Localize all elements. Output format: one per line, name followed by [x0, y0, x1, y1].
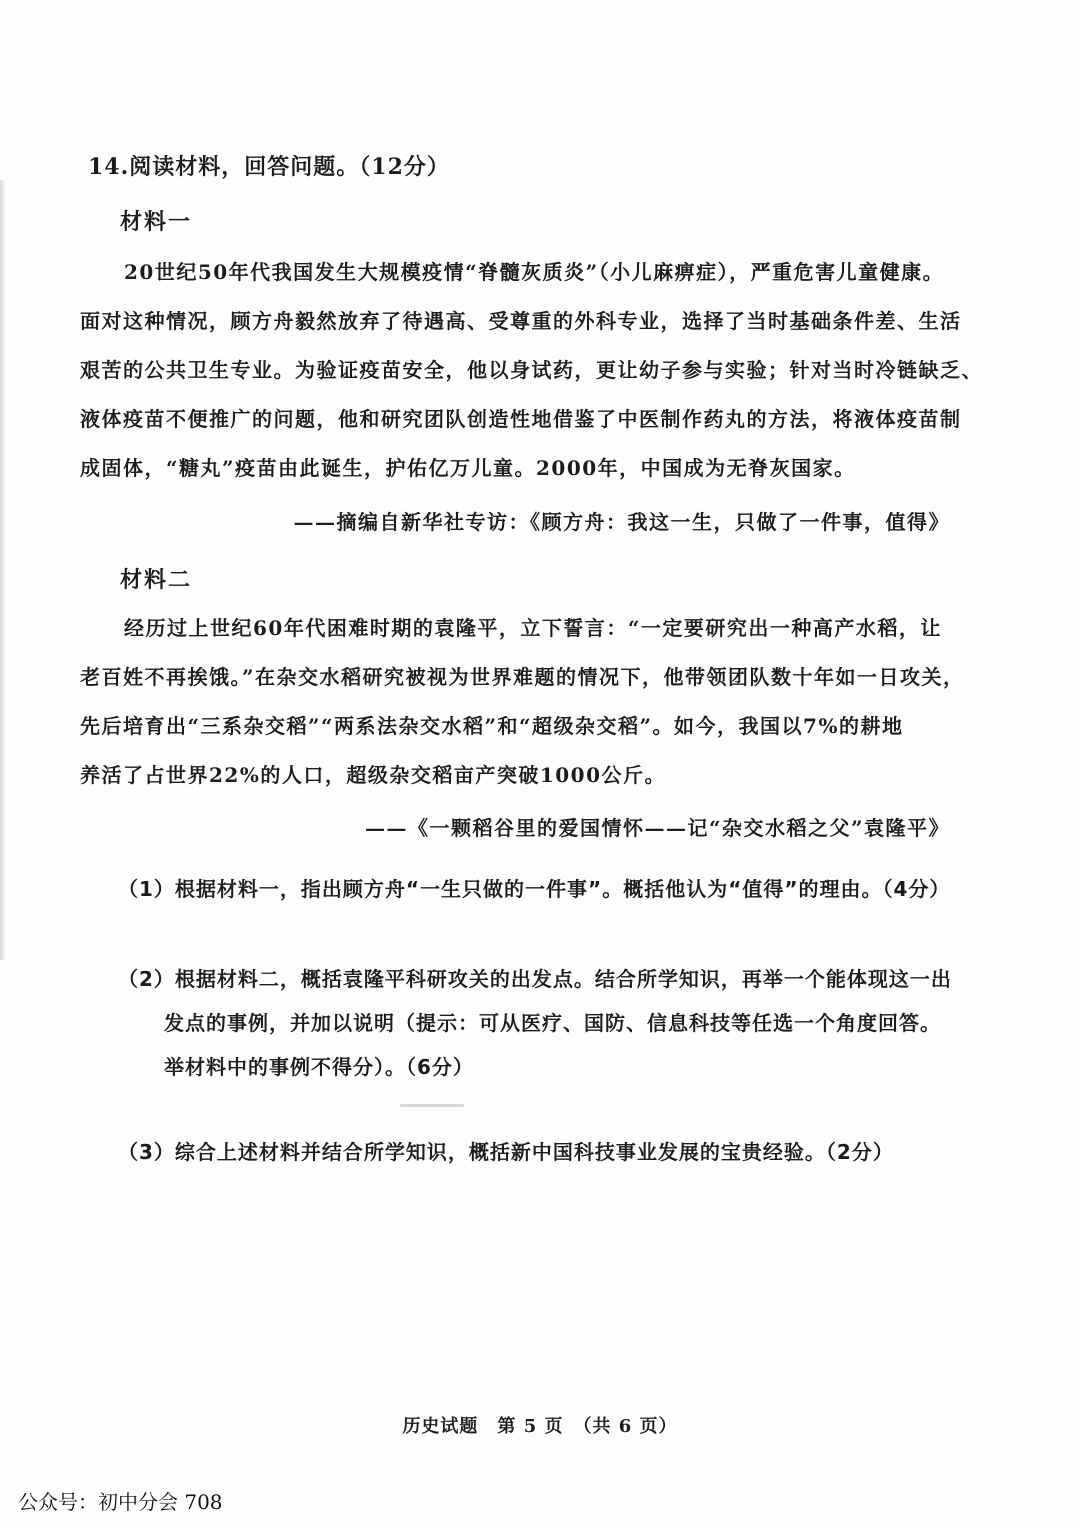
- watermark-text: 公众号：初中分会 708: [18, 1490, 223, 1514]
- material-2-source: ——《一颗稻谷里的爱国情怀——记“杂交水稻之父”袁隆平》: [364, 816, 950, 840]
- material-1-line: 液体疫苗不便推广的问题，他和研究团队创造性地借鉴了中医制作药丸的方法，将液体疫苗制: [80, 407, 962, 431]
- material-2-heading: 材料二: [120, 567, 193, 593]
- subquestion-2-line: （2）根据材料二，概括袁隆平科研攻关的出发点。结合所学知识，再举一个能体现这一出: [118, 967, 952, 991]
- material-2-line: 先后培育出“三系杂交稻”“两系法杂交水稻”和“超级杂交稻”。如今，我国以7%的耕地: [80, 714, 904, 738]
- subquestion-3: （3）综合上述材料并结合所学知识，概括新中国科技事业发展的宝贵经验。（2分）: [118, 1140, 894, 1164]
- material-1-line: 20世纪50年代我国发生大规模疫情“脊髓灰质炎”（小儿麻痹症），严重危害儿童健康。: [124, 260, 945, 284]
- material-1-heading: 材料一: [120, 209, 193, 235]
- subquestion-2-line: 发点的事例，并加以说明（提示：可从医疗、国防、信息科技等任选一个角度回答。: [164, 1011, 941, 1035]
- scan-shadow-edge: [0, 180, 6, 960]
- material-2-line: 经历过上世纪60年代困难时期的袁隆平，立下誓言：“一定要研究出一种高产水稻，让: [124, 616, 942, 640]
- scan-smudge: [400, 1104, 464, 1107]
- material-1-line: 艰苦的公共卫生专业。为验证疫苗安全，他以身试药，更让幼子参与实验；针对当时冷链缺乏、: [80, 358, 983, 382]
- subquestion-1: （1）根据材料一，指出顾方舟“一生只做的一件事”。概括他认为“值得”的理由。（4分）: [118, 877, 951, 901]
- material-2-line: 老百姓不再挨饿。”在杂交水稻研究被视为世界难题的情况下，他带领团队数十年如一日攻关，: [80, 665, 965, 689]
- material-1-source: ——摘编自新华社专访：《顾方舟：我这一生，只做了一件事，值得》: [293, 510, 950, 534]
- question-title: 14.阅读材料，回答问题。（12分）: [88, 154, 450, 180]
- page-footer: 历史试题 第 5 页 （共 6 页）: [402, 1416, 678, 1437]
- subquestion-2-line: 举材料中的事例不得分）。（6分）: [164, 1055, 474, 1079]
- material-2-line: 养活了占世界22%的人口，超级杂交稻亩产突破1000公斤。: [80, 763, 666, 787]
- material-1-line: 成固体，“糖丸”疫苗由此诞生，护佑亿万儿童。2000年，中国成为无脊灰国家。: [80, 456, 856, 480]
- material-1-line: 面对这种情况，顾方舟毅然放弃了待遇高、受尊重的外科专业，选择了当时基础条件差、生活: [80, 309, 962, 333]
